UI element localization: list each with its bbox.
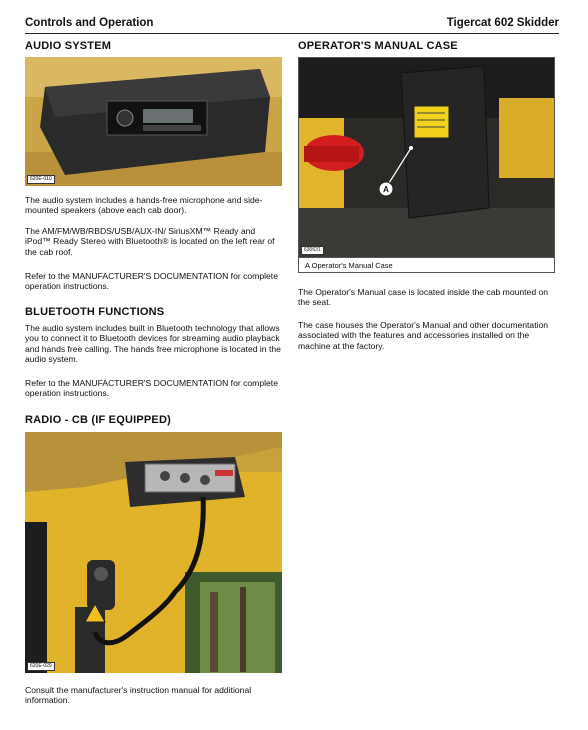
manual-case-heading: OPERATOR'S MANUAL CASE	[298, 40, 458, 52]
manual-case-paragraph-2: The case houses the Operator's Manual and other documentation associated with the features and accessories installed on the machine at the factory.	[298, 320, 549, 351]
audio-system-photo	[25, 57, 282, 186]
bluetooth-heading: BLUETOOTH FUNCTIONS	[25, 306, 165, 318]
manual-case-paragraph-1: The Operator's Manual case is located inside the cab mounted on the seat.	[298, 287, 549, 308]
audio-paragraph-3: Refer to the MANUFACTURER'S DOCUMENTATION for complete operation instructions.	[25, 271, 278, 292]
bluetooth-paragraph-1: The audio system includes built in Bluetooth technology that allows you to connect it to Bluetooth devices for streaming audio playback and hands free calling. The hands free microphone is located in the audio system.	[25, 323, 281, 364]
photo-code: 630631	[301, 246, 324, 255]
cb-radio-photo	[25, 432, 282, 673]
page-header	[25, 15, 559, 34]
radio-paragraph-1: Consult the manufacturer's instruction manual for additional information.	[25, 685, 252, 706]
bluetooth-paragraph-2: Refer to the MANUFACTURER'S DOCUMENTATION for complete operation instructions.	[25, 378, 278, 399]
audio-heading: AUDIO SYSTEM	[25, 40, 112, 52]
callout-letter: A	[383, 185, 389, 194]
photo-code: 620E-029	[27, 662, 55, 671]
photo-caption: A Operator's Manual Case	[298, 258, 555, 273]
radio-heading: RADIO - CB (IF EQUIPPED)	[25, 414, 171, 426]
audio-paragraph-2: The AM/FM/WB/RBDS/USB/AUX-IN/ SiriusXM™ Ready and iPod™ Ready Stereo with Bluetooth® is located on the left rear of the cab roof.	[25, 226, 275, 257]
audio-paragraph-1: The audio system includes a hands-free microphone and side-mounted speakers (above each cab door).	[25, 195, 263, 216]
manual-case-photo	[298, 57, 555, 258]
product-title: Tigercat 602 Skidder	[446, 17, 559, 29]
photo-code: 620E-010	[27, 175, 55, 184]
section-title: Controls and Operation	[25, 17, 154, 29]
